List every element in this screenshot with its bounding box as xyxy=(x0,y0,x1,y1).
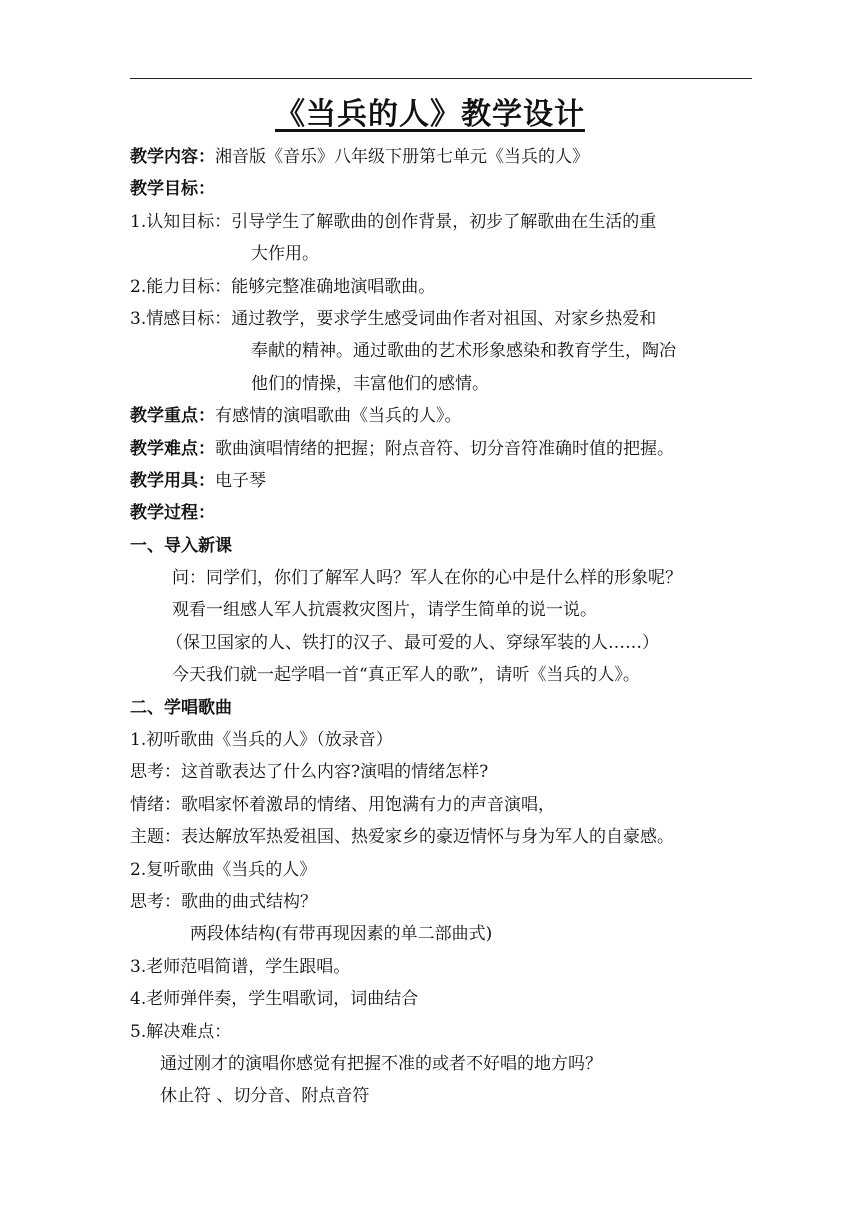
teaching-content-line xyxy=(130,141,770,173)
difficulty-label: 教学难点： xyxy=(130,438,215,459)
section-1-intro: 今天我们就一起学唱一首“真正军人的歌”，请听《当兵的人》。 xyxy=(172,665,640,686)
step-2-structure: 两段体结构(有带再现因素的单二部曲式) xyxy=(190,924,493,945)
section-2-heading: 二、学唱歌曲 xyxy=(130,697,232,718)
step-3-line: 3.老师范唱简谱，学生跟唱。 xyxy=(130,956,351,977)
teaching-content-text: 湘音版《音乐》八年级下册第七单元《当兵的人》 xyxy=(215,147,589,167)
goal-2-line xyxy=(130,271,770,303)
section-1-activity: 观看一组感人军人抗震救灾图片，请学生简单的说一说。 xyxy=(172,600,597,621)
step-2-think: 思考：歌曲的曲式结构？ xyxy=(130,891,317,912)
difficulty-line xyxy=(130,433,770,465)
tools-text: 电子琴 xyxy=(215,470,266,491)
goal-1-label: 1.认知目标： xyxy=(130,211,232,232)
goal-3-continuation-1: 奉献的精神。通过歌曲的艺术形象感染和教育学生，陶冶 xyxy=(251,341,676,362)
goal-1-line xyxy=(130,206,770,238)
step-5-answer: 休止符 、切分音、附点音符 xyxy=(160,1086,370,1107)
goal-3-line xyxy=(130,303,770,335)
step-1-emotion: 情绪：歌唱家怀着激昂的情绪、用饱满有力的声音演唱， xyxy=(130,794,555,815)
goal-2-text: 能够完整准确地演唱歌曲。 xyxy=(231,276,436,297)
document-body xyxy=(130,141,770,1113)
step-4-line: 4.老师弹伴奏，学生唱歌词，词曲结合 xyxy=(130,989,419,1010)
key-point-line xyxy=(130,400,770,432)
section-1-question: 问：同学们，你们了解军人吗？军人在你的心中是什么样的形象呢？ xyxy=(172,568,682,589)
document-title: 《当兵的人》教学设计 xyxy=(275,97,585,132)
tools-line xyxy=(130,465,770,497)
header-rule xyxy=(130,78,752,79)
goal-3-continuation-2: 他们的情操，丰富他们的感情。 xyxy=(251,373,489,394)
step-5-line: 5.解决难点： xyxy=(130,1021,232,1042)
key-point-label: 教学重点： xyxy=(130,406,215,427)
goal-1-continuation: 大作用。 xyxy=(251,244,319,265)
tools-label: 教学用具： xyxy=(130,470,215,491)
teaching-goals-heading: 教学目标： xyxy=(130,179,215,200)
goal-3-text: 通过教学，要求学生感受词曲作者对祖国、对家乡热爱和 xyxy=(231,308,657,329)
step-1-line: 1.初听歌曲《当兵的人》（放录音） xyxy=(130,730,393,751)
goal-1-text: 引导学生了解歌曲的创作背景，初步了解歌曲在生活的重 xyxy=(231,211,657,232)
step-5-question: 通过刚才的演唱你感觉有把握不准的或者不好唱的地方吗？ xyxy=(160,1053,602,1074)
process-heading: 教学过程： xyxy=(130,503,215,524)
teaching-content-label: 教学内容： xyxy=(130,147,215,167)
step-2-line: 2.复听歌曲《当兵的人》 xyxy=(130,859,317,880)
step-1-think: 思考：这首歌表达了什么内容?演唱的情绪怎样? xyxy=(130,762,489,783)
difficulty-text: 歌曲演唱情绪的把握；附点音符、切分音符准确时值的把握。 xyxy=(215,438,674,459)
key-point-text: 有感情的演唱歌曲《当兵的人》。 xyxy=(215,406,462,427)
section-1-heading: 一、导入新课 xyxy=(130,535,232,556)
goal-2-label: 2.能力目标： xyxy=(130,276,232,297)
section-1-answers: （保卫国家的人、铁打的汉子、最可爱的人、穿绿军装的人……） xyxy=(166,632,659,653)
step-1-theme: 主题：表达解放军热爱祖国、热爱家乡的豪迈情怀与身为军人的自豪感。 xyxy=(130,827,674,848)
goal-3-label: 3.情感目标： xyxy=(130,308,232,329)
